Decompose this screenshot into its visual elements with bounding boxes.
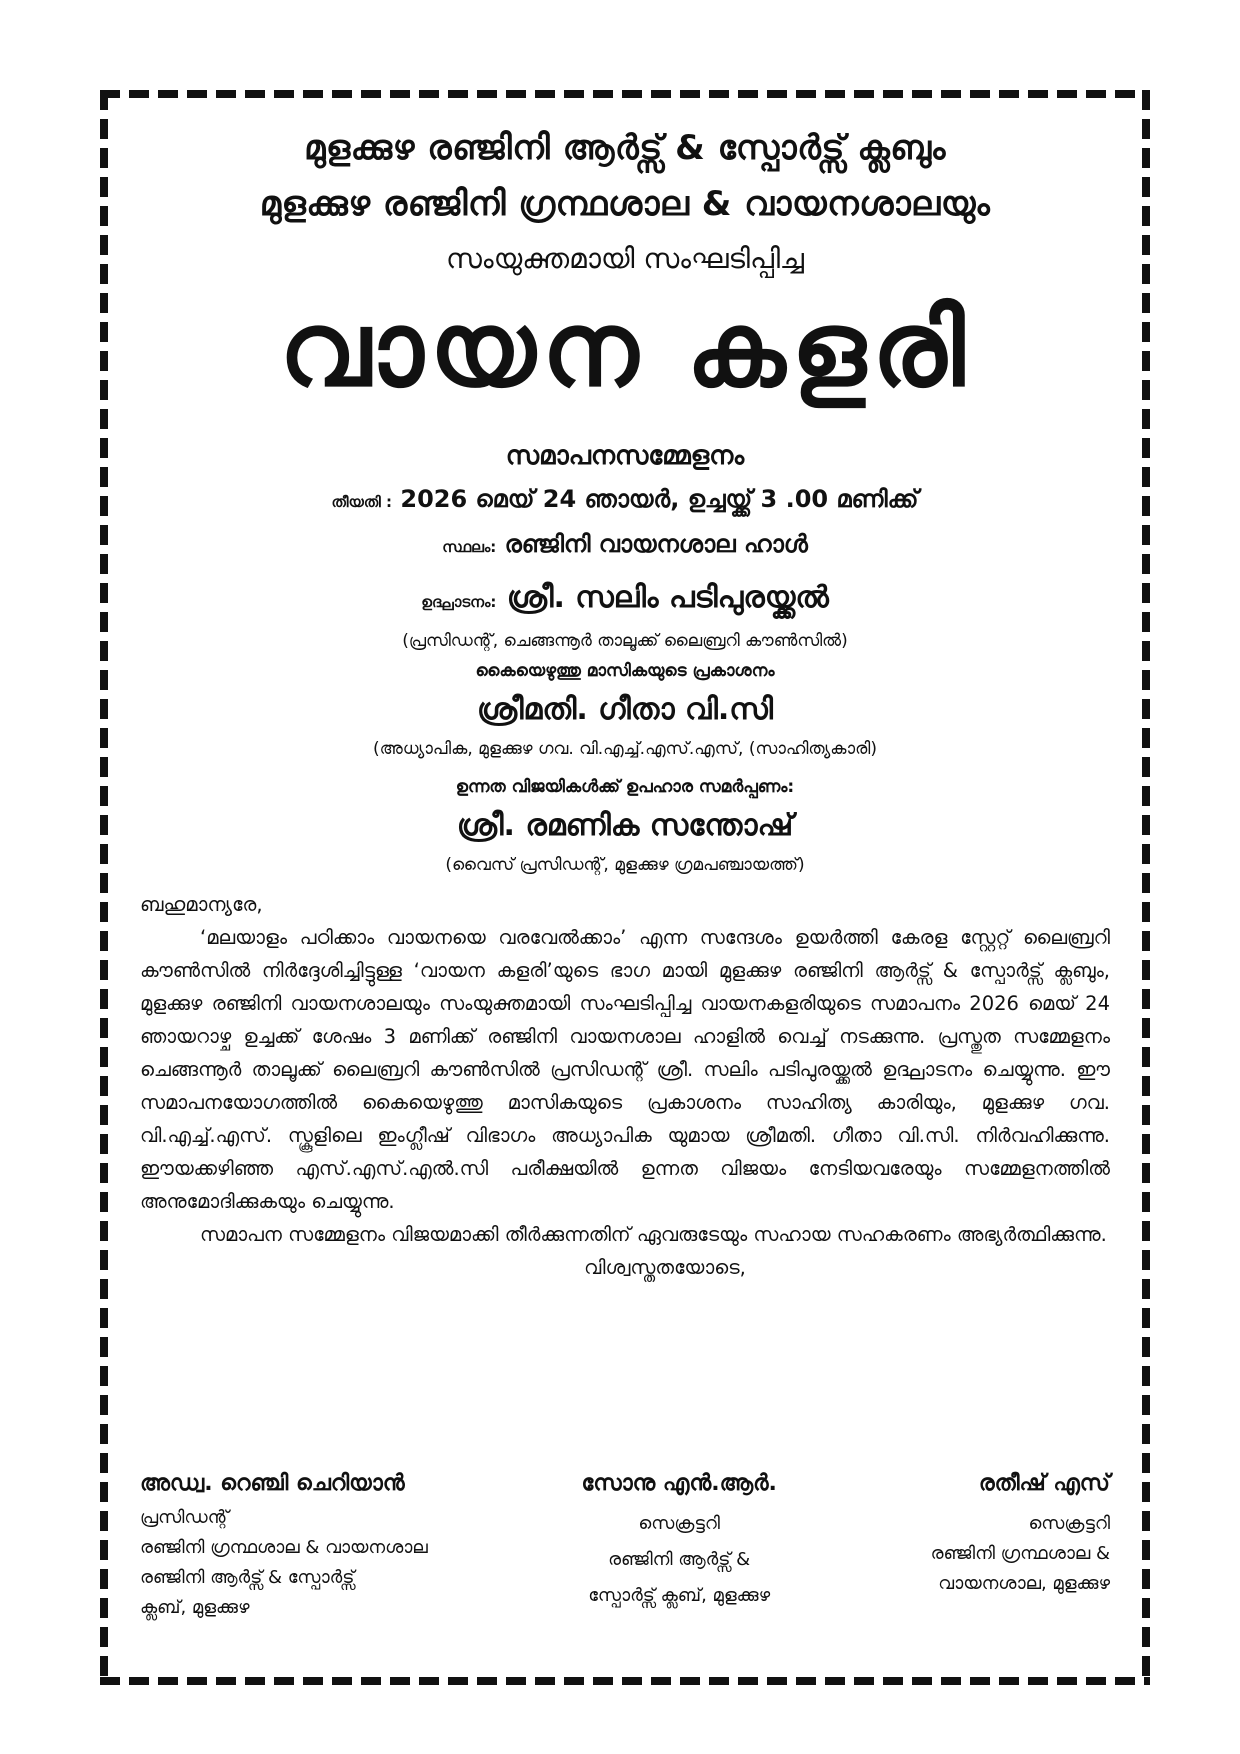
signatory-org: രഞ്ജിനി ആർട്സ് & സ്പോർട്സ് <box>140 1567 355 1588</box>
border-right <box>1142 90 1150 1685</box>
event-heading: സമാപനസമ്മേളനം <box>505 441 745 471</box>
signatures <box>140 1465 1110 1623</box>
border-bottom <box>100 1677 1150 1685</box>
signatory-org: വായനശാല, മുളക്കുഴ <box>938 1573 1110 1594</box>
event-date <box>140 478 1110 523</box>
letter-body <box>140 888 1110 1251</box>
inauguration <box>140 574 1110 626</box>
signatory-name: സോനു എൻ.ആർ. <box>581 1471 777 1496</box>
venue-value: രഞ്ജിനി വായനശാല ഹാൾ <box>504 530 808 558</box>
border-left <box>100 90 108 1685</box>
award-note: (വൈസ് പ്രസിഡന്റ്, മുളക്കുഴ ഗ്രമപഞ്ചായത്ത്) <box>445 855 805 875</box>
org-line-2: മുളക്കുഴ രഞ്ജിനി ഗ്രന്ഥശാല & വായനശാലയും <box>259 184 991 224</box>
award-name: ശ്രീ. രമണിക സന്തോഷ് <box>456 808 794 843</box>
signatory-secretary-library <box>931 1465 1110 1623</box>
signatory-role: സെക്രട്ടറി <box>1028 1513 1110 1534</box>
event-venue <box>140 523 1110 568</box>
release-note: (അധ്യാപിക, മുളക്കുഴ ഗവ. വി.എച്ച്.എസ്.എസ്, (സാഹിത്യകാരി) <box>373 739 877 759</box>
signatory-org: സ്പോർട്സ് ക്ലബ്, മുളക്കുഴ <box>588 1585 771 1606</box>
salutation: ബഹുമാന്യരേ, <box>140 893 263 916</box>
signatory-name: രതീഷ് എസ് <box>978 1471 1110 1496</box>
page-title: വായന കളരി <box>279 287 971 410</box>
venue-label: സ്ഥലം: <box>442 538 497 556</box>
release-name: ശ്രീമതി. ഗീതാ വി.സി <box>476 692 774 727</box>
org-line-1: മുളക്കുഴ രഞ്ജിനി ആർട്സ് & സ്പോർട്സ് ക്ലബും <box>304 128 946 168</box>
date-label: തീയതി : <box>331 493 393 511</box>
signatory-org: രഞ്ജിനി ഗ്രന്ഥശാല & വായനശാല <box>140 1537 428 1558</box>
signatory-org: രഞ്ജിനി ഗ്രന്ഥശാല & <box>930 1543 1110 1564</box>
notice-content <box>140 120 1110 1285</box>
signatory-org: ക്ലബ്, മുളക്കുഴ <box>140 1597 250 1618</box>
paragraph-2: സമാപന സമ്മേളനം വിജയമാക്കി തീർക്കുന്നതിന് ഏവരുടേയും സഹായ സഹകരണം അഭ്യർത്ഥിക്കുന്നു. <box>200 1223 1107 1246</box>
closing: വിശ്വസ്തതയോടെ, <box>584 1256 746 1279</box>
release-label: കൈയെഴുത്തു മാസികയുടെ പ്രകാശനം <box>475 661 775 681</box>
inauguration-name: ശ്രീ. സലിം പടിപുരയ്ക്കൽ <box>506 580 829 615</box>
signatory-role: പ്രസിഡന്റ് <box>140 1507 229 1528</box>
paragraph-1: ‘മലയാളം പഠിക്കാം വായനയെ വരവേൽക്കാം’ എന്ന സന്ദേശം ഉയർത്തി കേരള സ്റ്റേറ്റ് ലൈബ്രറി കൗൺസിൽ നിർദ്ദേശിച്ചിട്ടുള്ള ‘വായന കളരി’യുടെ ഭാഗ മായി മുളക്കുഴ രഞ്ജിനി ആർട്സ് & സ്പോർട്സ് ക്ലബും, മുളക്കുഴ രഞ്ജിനി വായനശാലയും സംയുക്തമായി സംഘടിപ്പിച്ച വായനകളരിയുടെ സമാപനം 2026 മെയ് 24 ഞായറാഴ്ച ഉച്ചക്ക് ശേഷം 3 മണിക്ക് രഞ്ജിനി വായനശാല ഹാളിൽ വെച്ച് നടക്കുന്നു. പ്രസ്തുത സമ്മേളനം ചെങ്ങന്നൂർ താലൂക്ക് ലൈബ്രറി കൗൺസിൽ പ്രസിഡന്റ് ശ്രീ. സലിം പടിപുരയ്ക്കൽ ഉദ്ഘാടനം ചെയ്യുന്നു. ഈ സമാപനയോഗത്തിൽ കൈയെഴുത്തു മാസികയുടെ പ്രകാശനം സാഹിത്യ കാരിയും, മുളക്കുഴ ഗവ. വി.എച്ച്.എസ്. സ്കൂളിലെ ഇംഗ്ലീഷ് വിഭാഗം അധ്യാപിക യുമായ ശ്രീമതി. ഗീതാ വി.സി. നിർവഹിക്കുന്നു. ഈയക്കഴിഞ്ഞ എസ്.എസ്.എൽ.സി പരീക്ഷയിൽ ഉന്നത വിജയം നേടിയവരേയും സമ്മേളനത്തിൽ അനുമോദിക്കുകയും ചെയ്യുന്നു. <box>140 926 1110 1213</box>
award-label: ഉന്നത വിജയികൾക്ക് ഉപഹാര സമർപ്പണം: <box>455 777 795 797</box>
border-top <box>100 90 1150 98</box>
signatory-role: സെക്രട്ടറി <box>638 1513 720 1534</box>
signatory-name: അഡ്വ. റെഞ്ചി ചെറിയാൻ <box>140 1471 405 1496</box>
inauguration-note: (പ്രസിഡന്റ്, ചെങ്ങന്നൂർ താലൂക്ക് ലൈബ്രറി കൗൺസിൽ) <box>402 631 848 651</box>
inauguration-label: ഉദ്ഘാടനം: <box>421 593 497 611</box>
date-value: 2026 മെയ് 24 ഞായർ, ഉച്ചയ്ക്ക് 3 .00 മണിക്ക് <box>400 485 919 513</box>
dashed-border-frame <box>100 90 1150 1685</box>
subtitle: സംയുക്തമായി സംഘടിപ്പിച്ച <box>446 242 804 275</box>
signatory-secretary-club <box>582 1465 777 1623</box>
signatory-president <box>140 1465 428 1623</box>
signatory-org: രഞ്ജിനി ആർട്സ് & <box>608 1549 751 1570</box>
